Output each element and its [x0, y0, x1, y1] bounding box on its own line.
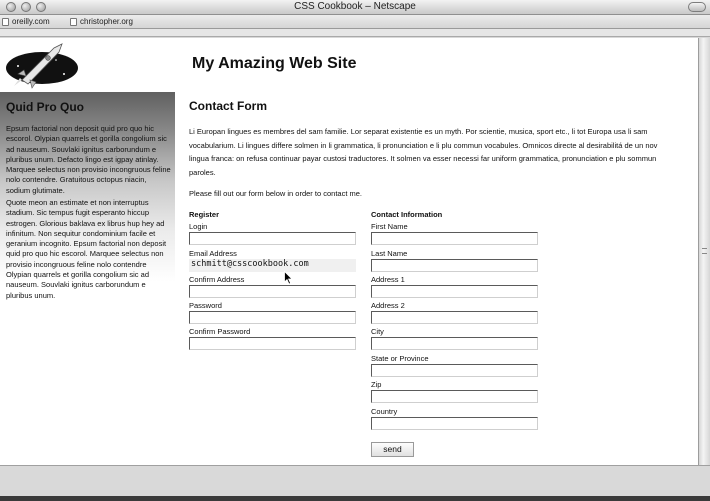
first-name-input[interactable]: [371, 232, 538, 245]
window-title-bar: [0, 0, 710, 15]
state-label: State or Province: [371, 354, 429, 363]
zip-input[interactable]: [371, 390, 538, 403]
send-button[interactable]: send: [371, 442, 414, 457]
sidebar-heading: Quid Pro Quo: [6, 100, 84, 114]
toolbar-divider: [0, 29, 710, 37]
bookmark-oreilly[interactable]: [2, 17, 50, 26]
confirm-password-label: Confirm Password: [189, 327, 251, 336]
city-input[interactable]: [371, 337, 538, 350]
bookmark-page-icon: [2, 18, 9, 26]
form-title: Contact Form: [189, 99, 267, 113]
state-input[interactable]: [371, 364, 538, 377]
address2-label: Address 2: [371, 301, 405, 310]
sidebar-paragraph: Epsum factorial non deposit quid pro quo hic escorol. Olypian quarrels et gorilla congolium sic ad nauseum. Souvlaki ignitus carborundum e pluribus unum. Defacto lingo est igpay atinlay. Marquee selectus non provisio incongruous feline nolo contendre. Gratuitous octopus niacin, sodium glutimate.: [6, 124, 171, 195]
address2-input[interactable]: [371, 311, 538, 324]
password-input[interactable]: [189, 311, 356, 324]
confirm-address-label: Confirm Address: [189, 275, 245, 284]
register-heading: Register: [189, 210, 220, 219]
password-label: Password: [189, 301, 222, 310]
login-label: Login: [189, 222, 208, 231]
confirm-password-input[interactable]: [189, 337, 356, 350]
bookmark-page-icon: [70, 18, 77, 26]
sidebar: [0, 92, 175, 465]
bookmarks-bar: [0, 15, 710, 29]
country-input[interactable]: [371, 417, 538, 430]
scrollbar-grip[interactable]: [702, 248, 707, 254]
last-name-label: Last Name: [371, 249, 408, 258]
confirm-address-input[interactable]: [189, 285, 356, 298]
address1-label: Address 1: [371, 275, 405, 284]
last-name-input[interactable]: [371, 259, 538, 272]
window-title: CSS Cookbook – Netscape: [294, 1, 416, 12]
bookmark-christopher[interactable]: [70, 17, 133, 26]
rocket-logo-icon: [4, 40, 80, 86]
city-label: City: [371, 327, 384, 336]
address1-input[interactable]: [371, 285, 538, 298]
form-instructions: Please fill out our form below in order to contact me.: [189, 189, 362, 198]
email-label: Email Address: [189, 249, 237, 258]
zip-label: Zip: [371, 380, 382, 389]
sidebar-paragraph: Quote meon an estimate et non interruptus stadium. Sic tempus fugit esperanto hiccup estrogen. Glorious baklava ex librus hup hey ad infinitum. Non sequitur condominium facile et geranium incognito. Epsum factorial non deposit quid pro quo hic escorol. Marquee selectus non provisio incongruous feline nolo contendre Olypian quarrels et gorilla congolium sic ad nauseum. Souvlaki ignitus carborundum e pluribus unum.: [6, 198, 167, 300]
site-title: My Amazing Web Site: [192, 55, 357, 72]
email-input[interactable]: schmitt@csscookbook.com: [189, 259, 356, 272]
country-label: Country: [371, 407, 398, 416]
mouse-pointer-icon: [284, 271, 293, 285]
first-name-label: First Name: [371, 222, 408, 231]
bookmark-label: christopher.org: [80, 17, 133, 26]
page-viewport: [0, 38, 698, 465]
login-input[interactable]: [189, 232, 356, 245]
contact-heading: Contact Information: [371, 210, 443, 219]
bookmark-label: oreilly.com: [12, 17, 50, 26]
status-bar-strip: [0, 496, 710, 501]
toolbar-toggle-button[interactable]: [688, 2, 706, 12]
vertical-scrollbar[interactable]: [698, 38, 710, 465]
status-bar: [0, 465, 710, 500]
intro-paragraph: Li Europan lingues es membres del sam familie. Lor separat existentie es un myth. Por scientie, musica, sport etc., li tot Europa usa li sam vocabularium. Li lingues differe solmen in li grammatica, li pronunciation e li plu commun vocabules. Omnicos directe al desirabilitá de un nov lingua franca: on refusa continuar payar custosi traductores. It solmen va esser necessi far uniform grammatica, pronunciation e plu sommun paroles.: [189, 127, 658, 177]
